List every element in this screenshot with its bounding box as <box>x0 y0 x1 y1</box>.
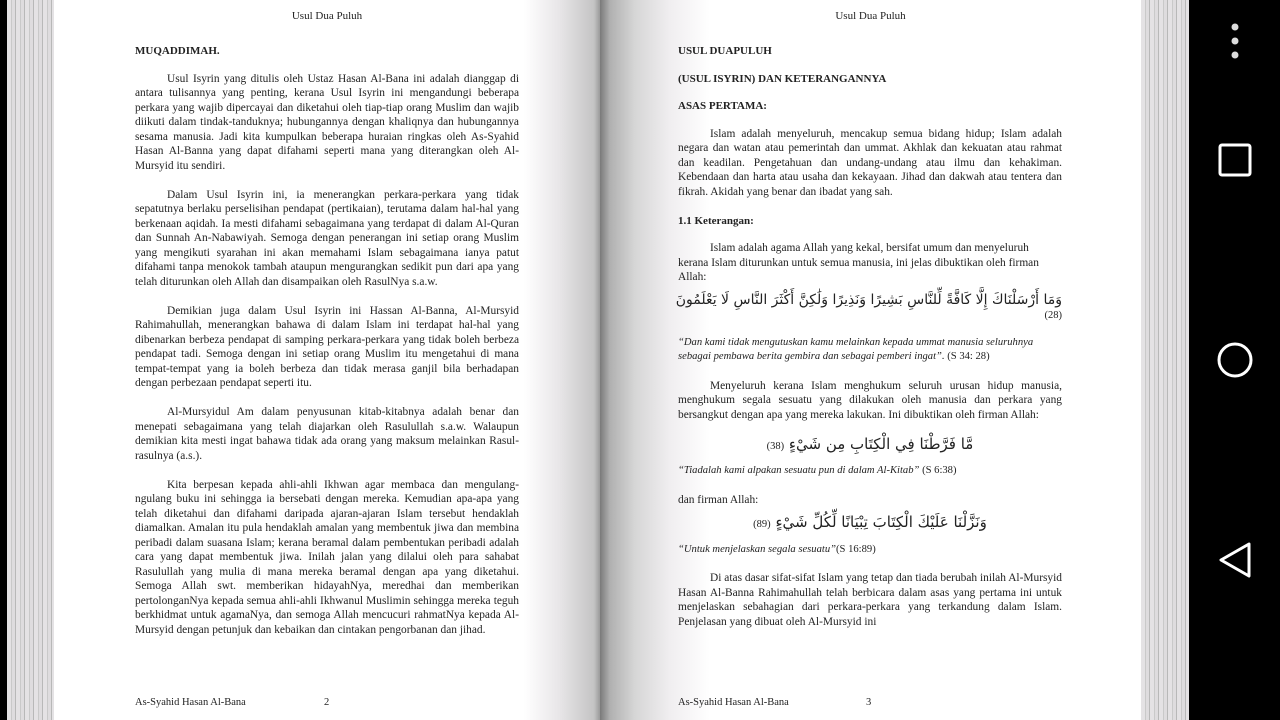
paragraph: Kita berpesan kepada ahli-ahli Ikhwan agar membaca dan mengulang-ngulang buku ini sehingga ia bersebati dengan mereka. Kemudian apa-apa yang telah diketahui dan difahami daripada ajaran-ajaran Islam tersebut hendaklah diamalkan. Amalan itu pula hendaklah amalan yang membentuk jiwa dan membina peribadi dalam suasana Islam; kerana beramal dalam pembentukan peribadi adalah cara yang dapat membentuk jiwa. Inilah jalan yang dilalui oleh para sahabat Rasulullah yang mulia di mana mereka beramal dengan apa yang diketahui. Semoga Allah swt. memberikan hidayahNya, meredhai dan memberikan pertolonganNya kepada semua ahli-ahli Ikhwanul Muslimin sehingga mereka teguh berkhidmat untuk agamaNya, dan semoga Allah mencucuri rahmatNya kepada Al-Mursyid dengan petunjuk dan kebaikan dan cintakan pengorbanan dan jihad. <box>135 478 519 636</box>
paragraph: Dalam Usul Isyrin ini, ia menerangkan perkara-perkara yang tidak sepatutnya berlaku perselisihan pendapat (pertikaian), terutama dalam hal-hal yang berkenaan aqidah. Ia mesti difahami sebagaimana yang terdapat di dalam Al-Quran dan Sunnah An-Nabawiyah. Semoga dengan penerangan ini setiap orang Muslim yang mengikuti syarahan ini akan memahami Islam sebagaimana ianya patut difahami tanpa menokok tambah ataupun mengurangkan sedikit pun dari apa yang telah diturunkan oleh Allah dan disampaikan oleh RasulNya s.a.w. <box>135 188 519 288</box>
paragraph: Demikian juga dalam Usul Isyrin ini Hassan Al-Banna, Al-Mursyid Rahimahullah, menerangkan bahawa di dalam Islam ini terdapat hal-hal yang dibenarkan berbeza pendapat di samping perkara-perkara yang tidak boleh berbeza pendapat tadi. Semoga dengan ini setiap orang Muslim itu mengetahui di mana tempat-tempat yang ia boleh berbeza dan tidak merasa ganjil bila berhadapan dengan perbezaan pendapat seperti itu. <box>135 304 519 389</box>
left-page[interactable] <box>54 0 600 720</box>
section-heading: ASAS PERTAMA: <box>678 100 767 112</box>
subsection-heading: 1.1 Keterangan: <box>678 214 754 227</box>
title-keterangannya: (USUL ISYRIN) DAN KETERANGANNYA <box>678 72 887 85</box>
title-usul-duapuluh: USUL DUAPULUH <box>678 45 772 57</box>
translation-text: “Untuk menjelaskan segala sesuatu” <box>678 543 837 555</box>
verse-translation <box>678 543 1062 558</box>
page-number: 3 <box>866 697 872 708</box>
arabic-verse <box>678 515 1062 533</box>
verse-reference: (S 6:38) <box>922 465 957 476</box>
paragraph: Di atas dasar sifat-sifat Islam yang tetap dan tiada berubah inilah Al-Mursyid Hasan Al-Banna Rahimahullah telah berbicara dalam asas yang pertama ini untuk menjelaskan sebahagian dari perkara-perkara yang terkandung dalam Islam. Penjelasan yang dibuat oleh Al-Mursyid ini <box>678 572 1062 628</box>
translation-text: “Tiadalah kami alpakan sesuatu pun di dalam Al-Kitab” <box>678 465 920 476</box>
heading-muqaddimah: MUQADDIMAH. <box>135 45 220 57</box>
book-page-edges-left <box>7 0 54 720</box>
page-number: 2 <box>324 697 330 708</box>
page-content <box>135 44 519 652</box>
arabic-text: مَّا فَرَّطْنَا فِي الْكِتَابِ مِن شَيْءٍ <box>788 434 974 453</box>
footer-author: As-Syahid Hasan Al-Bana <box>678 697 789 708</box>
running-header: Usul Dua Puluh <box>291 10 363 22</box>
paragraph: Menyeluruh kerana Islam menghukum seluruh urusan hidup manusia, menghukum segala sesuatu yang dilakukan oleh manusia dan perkara yang bersangkut dengan apa yang mereka lakukan. Ini dibuktikan oleh firman Allah: <box>678 379 1062 421</box>
arabic-verse: وَمَا أَرْسَلْنَاكَ إِلَّا كَافَّةً لِّلنَّاسِ بَشِيرًا وَنَذِيرًا وَلَٰكِنَّ أَكْثَرَ النَّاسِ لَا يَعْلَمُونَ <box>675 291 1062 308</box>
page-content <box>675 44 1062 644</box>
paragraph: Usul Isyrin yang ditulis oleh Ustaz Hasan Al-Bana ini adalah dianggap di antara tulisannya yang penting, kerana Usul Isyrin ini mengandungi beberapa perkara yang wajib dipercayai dan diketahui oleh tiap-tiap orang Muslim dan wajib diikuti dalam tindak-tanduknya; hubungannya dengan khaliqnya dan hubungannya sesama manusia. Jadi kita kumpulkan beberapa huraian ringkas oleh As-Syahid Hasan Al-Banna yang dapat difahami seperti mana yang diterangkan oleh Al-Mursyid itu sendiri. <box>135 72 519 172</box>
verse-reference: (S 16:89) <box>836 543 876 555</box>
verse-number: (28) <box>1044 310 1062 321</box>
home-icon[interactable] <box>1189 340 1280 380</box>
verse-translation <box>678 464 1062 479</box>
verse-number: (38) <box>766 440 785 452</box>
verse-translation <box>678 336 1062 365</box>
book-page-edges-right <box>1141 0 1189 720</box>
verse-number: (89) <box>753 519 771 530</box>
translation-text: “Dan kami tidak mengutuskan kamu melainkan kepada ummat manusia seluruhnya sebagai pembawa berita gembira dan sebagai pemberi ingat”. <box>678 336 1034 362</box>
running-header: Usul Dua Puluh <box>835 10 906 22</box>
paragraph: Islam adalah agama Allah yang kekal, bersifat umum dan menyeluruh kerana Islam diturunkan untuk semua manusia, ini jelas dibuktikan oleh firman Allah: <box>678 242 1039 283</box>
overflow-menu-icon[interactable] <box>1189 20 1280 62</box>
back-icon[interactable] <box>1189 540 1280 580</box>
paragraph: Islam adalah menyeluruh, mencakup semua bidang hidup; Islam adalah negara dan watan atau pemerintah dan ummat. Akhlak dan kekuatan atau rahmat dan keadilan. Pengetahuan dan undang-undang atau ilmu dan kehakiman. Kebendaan dan harta atau usaha dan kekayaan. Jihad dan dakwah atau tentera dan fikrah. Akidah yang benar dan ibadat yang sah. <box>678 127 1062 198</box>
recents-icon[interactable] <box>1189 140 1280 180</box>
paragraph: Al-Mursyidul Am dalam penyusunan kitab-kitabnya adalah benar dan menepati sebagaimana yang telah diajarkan oleh Rasulullah s.a.w. Walaupun demikian kita mesti ingat bahawa tidak ada orang yang maksum melainkan Rasul-rasulnya (a.s.). <box>135 406 519 462</box>
footer-author: As-Syahid Hasan Al-Bana <box>135 697 246 708</box>
arabic-verse <box>678 434 1062 455</box>
verse-reference: (S 34: 28) <box>947 351 990 362</box>
arabic-text: وَنَزَّلْنَا عَلَيْكَ الْكِتَابَ تِبْيَانًا لِّكُلِّ شَيْءٍ <box>775 513 987 531</box>
paragraph: dan firman Allah: <box>678 493 759 506</box>
right-page[interactable] <box>600 0 1141 720</box>
android-navigation-bar <box>1189 0 1280 720</box>
